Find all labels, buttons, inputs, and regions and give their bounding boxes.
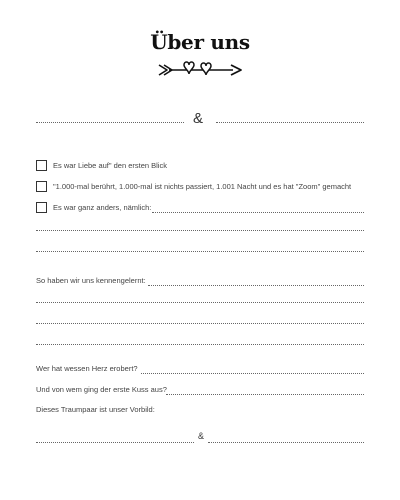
answer-line[interactable] [36, 251, 364, 252]
answer-line[interactable] [36, 302, 364, 303]
name-2-line[interactable] [216, 122, 364, 123]
names-ampersand: & [193, 110, 204, 127]
how-met-line[interactable] [148, 285, 364, 286]
option-other-line[interactable] [152, 212, 364, 213]
answer-line[interactable] [36, 323, 364, 324]
question-who-won: Wer hat wessen Herz erobert? [36, 364, 138, 373]
first-kiss-line[interactable] [166, 394, 364, 395]
question-first-kiss: Und von wem ging der erste Kuss aus? [36, 385, 167, 394]
page-title: Über uns [150, 30, 250, 54]
who-won-line[interactable] [141, 373, 364, 374]
question-how-met: So haben wir uns kennengelernt: [36, 276, 146, 285]
heart-arrow-icon [155, 58, 245, 80]
option-touched-thousand-times-label: "1.000-mal berührt, 1.000-mal ist nichts passiert, 1.001 Nacht und es hat "Zoom" gemacht [53, 182, 352, 191]
option-touched-thousand-times-checkbox[interactable] [36, 181, 47, 192]
option-love-at-first-sight-checkbox[interactable] [36, 160, 47, 171]
role-model-name-1-line[interactable] [36, 442, 194, 443]
answer-line[interactable] [36, 230, 364, 231]
option-other-label: Es war ganz anders, nämlich: [53, 203, 152, 212]
answer-line[interactable] [36, 344, 364, 345]
role-model-name-2-line[interactable] [208, 442, 364, 443]
role-model-ampersand: & [198, 431, 205, 441]
name-1-line[interactable] [36, 122, 184, 123]
option-love-at-first-sight-label: Es war Liebe auf" den ersten Blick [53, 161, 167, 170]
question-role-model: Dieses Traumpaar ist unser Vorbild: [36, 405, 155, 414]
option-other-checkbox[interactable] [36, 202, 47, 213]
